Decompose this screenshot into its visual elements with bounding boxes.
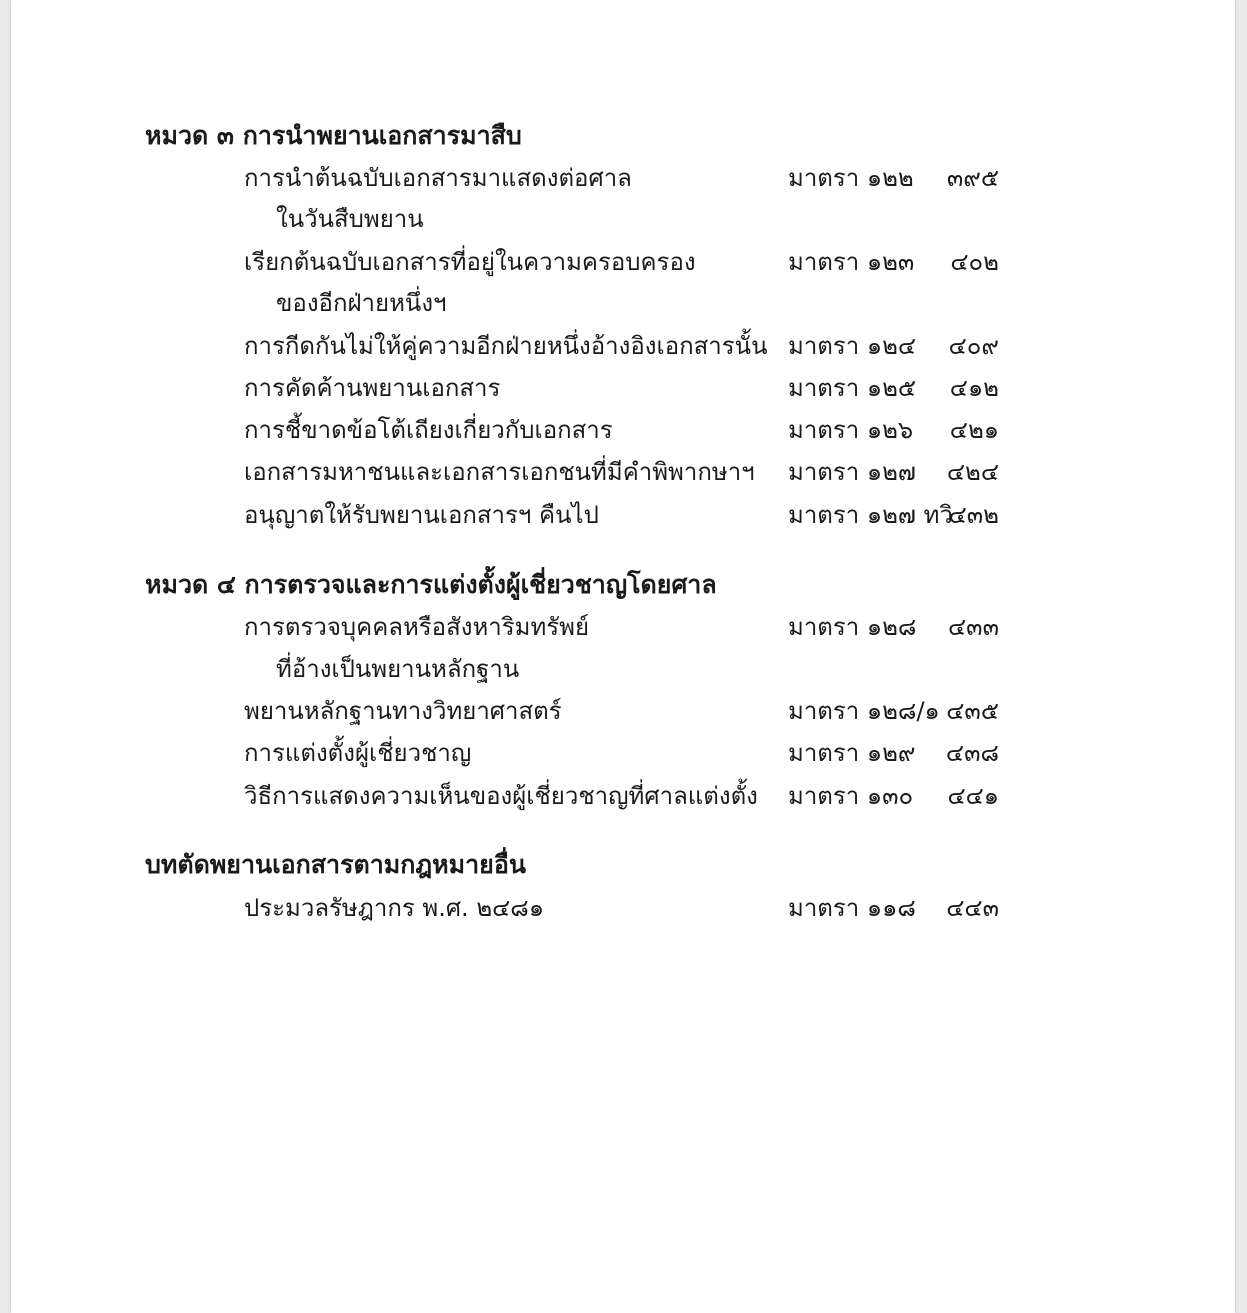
toc-entry-page: ๔๓๘ [945,739,999,767]
toc-entry-title: พยานหลักฐานทางวิทยาศาสตร์ [244,697,562,725]
toc-entry-page: ๔๑๒ [949,374,999,402]
toc-entry-page: ๔๐๒ [950,248,999,276]
toc-entry-page: ๔๐๙ [948,332,999,360]
toc-entry-page: ๔๓๒ [948,501,999,529]
toc-entry-page: ๔๔๑ [947,782,999,810]
toc-entry-title: เอกสารมหาชนและเอกสารเอกชนที่มีคำพิพากษาฯ [244,458,755,486]
toc-entry-title: การกีดกันไม่ให้คู่ความอีกฝ่ายหนึ่งอ้างอิงเอกสารนั้น [244,332,768,360]
toc-entry-title-continued: ที่อ้างเป็นพยานหลักฐาน [276,655,520,683]
toc-entry-title: การแต่งตั้งผู้เชี่ยวชาญ [244,739,472,767]
toc-entry-title: เรียกต้นฉบับเอกสารที่อยู่ในความครอบครอง [244,248,696,276]
toc-entry-section: มาตรา ๑๒๗ ทวิ [788,501,953,529]
toc-entry-section: มาตรา ๑๒๘ [788,613,917,641]
toc-entry-page: ๔๒๔ [946,458,999,486]
toc-entry-section: มาตรา ๑๑๘ [788,894,916,922]
toc-entry-title: การนำต้นฉบับเอกสารมาแสดงต่อศาล [244,164,632,192]
toc-entry-title: การชี้ขาดข้อโต้เถียงเกี่ยวกับเอกสาร [244,416,613,444]
toc-entry-section: มาตรา ๑๒๙ [788,739,916,767]
toc-entry-section: มาตรา ๑๒๕ [788,374,917,402]
section-heading: บทตัดพยานเอกสารตามกฎหมายอื่น [145,850,526,879]
toc-entry-title-continued: ในวันสืบพยาน [276,205,424,233]
toc-entry-title-continued: ของอีกฝ่ายหนึ่งฯ [276,289,447,317]
toc-entry-title: ประมวลรัษฎากร พ.ศ. ๒๔๘๑ [244,894,545,922]
toc-entry-page: ๔๔๓ [946,894,999,922]
toc-entry-title: วิธีการแสดงความเห็นของผู้เชี่ยวชาญที่ศาลแต่งตั้ง [244,782,758,810]
toc-entry-section: มาตรา ๑๒๔ [788,332,917,360]
toc-entry-section: มาตรา ๑๒๒ [788,164,914,192]
toc-entry-page: ๔๓๕ [946,697,999,725]
toc-entry-section: มาตรา ๑๒๘/๑ [788,697,940,725]
toc-entry-title: อนุญาตให้รับพยานเอกสารฯ คืนไป [244,501,599,529]
toc-entry-page: ๔๓๓ [948,613,999,641]
toc-entry-section: มาตรา ๑๒๖ [788,416,914,444]
section-heading: หมวด ๔ การตรวจและการแต่งตั้งผู้เชี่ยวชาญโดยศาล [145,570,717,599]
toc-entry-section: มาตรา ๑๒๗ [788,458,916,486]
section-heading: หมวด ๓ การนำพยานเอกสารมาสืบ [145,121,522,150]
toc-entry-section: มาตรา ๑๓๐ [788,782,914,810]
toc-entry-title: การตรวจบุคคลหรือสังหาริมทรัพย์ [244,613,590,641]
document-page [11,0,1235,1313]
toc-entry-page: ๓๙๕ [946,164,999,192]
toc-entry-title: การคัดค้านพยานเอกสาร [244,374,501,402]
toc-entry-section: มาตรา ๑๒๓ [788,248,915,276]
toc-entry-page: ๔๒๑ [949,416,999,444]
